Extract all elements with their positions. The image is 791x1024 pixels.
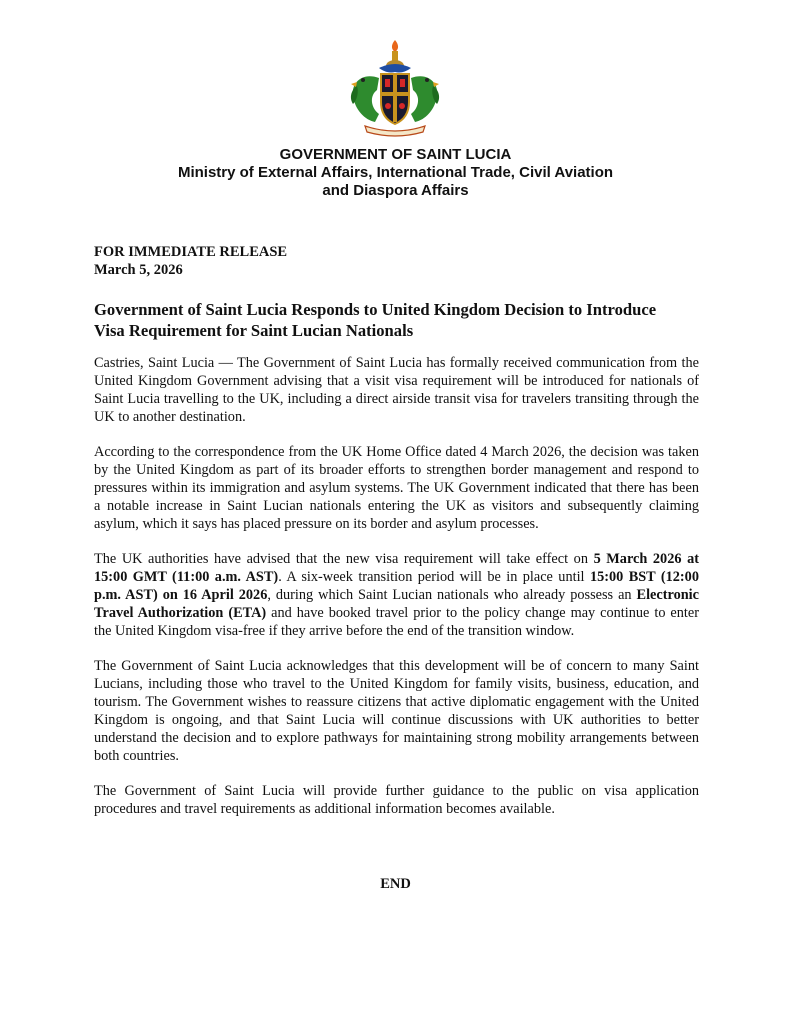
- press-release-headline: [94, 299, 714, 341]
- paragraph-3: [94, 550, 699, 640]
- paragraph-5: The Government of Saint Lucia will provide further guidance to the public on visa application procedures and travel requirements as additional information becomes available.: [94, 783, 699, 817]
- release-date: March 5, 2026: [94, 262, 183, 278]
- headline-line-2: Visa Requirement for Saint Lucian Nationals: [94, 321, 414, 340]
- paragraph-3-text-3: , during which Saint Lucian nationals who already possess an: [267, 587, 637, 603]
- effective-date: 5 March 2026 at 15:00 GMT (11:00 a.m. AST): [94, 551, 700, 585]
- paragraph-3-text-4: and have booked travel prior to the policy change may continue to enter the United Kingdom visa-free if they arrive before the end of the transition window.: [94, 605, 699, 639]
- end-marker: END: [380, 876, 411, 892]
- paragraph-3-text-2: . A six-week transition period will be in place until: [278, 569, 590, 585]
- paragraph-3-text-1: The UK authorities have advised that the new visa requirement will take effect on: [94, 551, 594, 567]
- eta-term: Electronic Travel Authorization (ETA): [94, 587, 699, 621]
- headline-line-1: Government of Saint Lucia Responds to United Kingdom Decision to Introduce: [94, 300, 657, 319]
- saint-lucia-coat-of-arms-icon: [343, 38, 447, 138]
- ministry-name-line-1: Ministry of External Affairs, International Trade, Civil Aviation: [177, 164, 614, 181]
- ministry-name-line-2: and Diaspora Affairs: [322, 182, 469, 199]
- release-block: [94, 243, 287, 279]
- transition-end-date: 15:00 BST (12:00 p.m. AST) on 16 April 2026: [94, 569, 699, 603]
- government-name: GOVERNMENT OF SAINT LUCIA: [279, 146, 512, 163]
- paragraph-2: According to the correspondence from the UK Home Office dated 4 March 2026, the decision was taken by the United Kingdom as part of its broader efforts to strengthen border management and respond to pressures within its immigration and asylum systems. The UK Government indicated that there has been a notable increase in Saint Lucian nationals entering the UK as visitors and subsequently claiming asylum, which it says has placed pressure on its border and asylum processes.: [94, 444, 699, 532]
- paragraph-1: Castries, Saint Lucia — The Government of Saint Lucia has formally received communication from the United Kingdom Government advising that a visit visa requirement will be introduced for nationals of Saint Lucia travelling to the UK, including a direct airside transit visa for travelers transiting through the UK to another destination.: [94, 355, 699, 425]
- release-label: FOR IMMEDIATE RELEASE: [94, 244, 288, 260]
- paragraph-4: The Government of Saint Lucia acknowledges that this development will be of concern to many Saint Lucians, including those who travel to the United Kingdom for family visits, business, education, and tourism. The Government wishes to reassure citizens that active diplomatic engagement with the United Kingdom is ongoing, and that Saint Lucia will continue discussions with UK authorities to better understand the decision and to explore pathways for maintaining strong mobility arrangements between both countries.: [94, 658, 699, 764]
- letterhead: [0, 146, 791, 200]
- press-release-body: [94, 354, 699, 835]
